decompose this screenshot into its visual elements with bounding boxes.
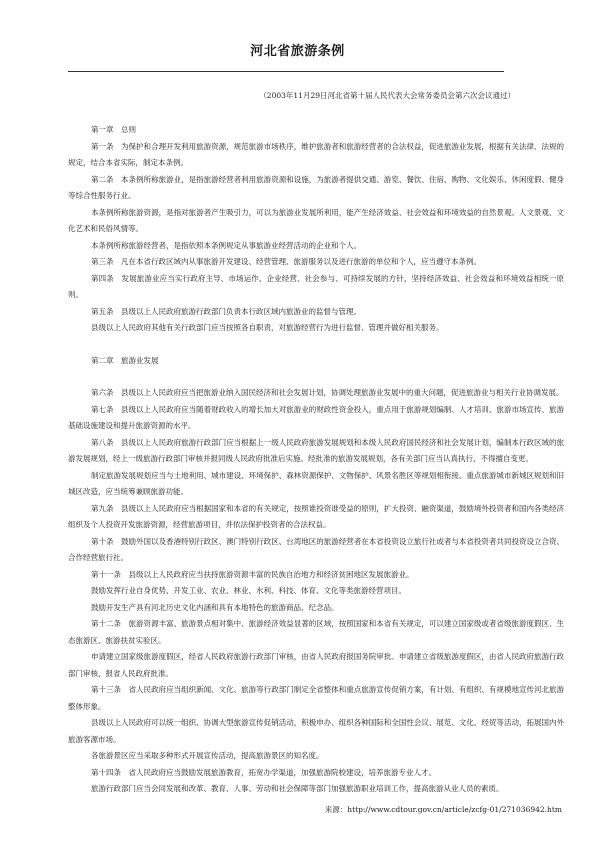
source-citation: 来源：http://www.cdtour.gov.cn/article/zcfg-01/271036942.htm [324, 805, 562, 814]
paragraph: 鼓励开发生产具有河北历史文化内涵和具有本地特色的旅游商品、纪念品。 [91, 602, 339, 612]
paragraph: 第七条 县级以上人民政府应当随着财政收入的增长加大对旅游业的财政性资金投入，重点用于旅游规划编制、人才培训、旅游市场宣传、旅游基础设施建设和提升旅游资源的水平。 [68, 404, 564, 430]
paragraph: 第九条 县级以上人民政府应当根据国家和本省的有关规定，按照谁投资谁受益的原则，扩大投资、融资渠道，鼓励境外投资者和国内各类经济组织及个人投资开发旅游资源，经营旅游项目，并依法保护投资者的合法权益。 [68, 503, 564, 529]
paragraph: 各旅游景区应当采取多种形式开展宣传活动，提高旅游景区的知名度。 [91, 751, 324, 760]
paragraph: 第五条 县级以上人民政府旅游行政部门负责本行政区域内旅游业的监督与管理。 [91, 306, 361, 316]
paragraph: 第一条 为保护和合理开发利用旅游资源，规范旅游市场秩序，维护旅游者和旅游经营者的合法权益，促进旅游业发展，根据有关法律、法规的规定，结合本省实际，制定本条例。 [68, 141, 564, 167]
paragraph: 第四条 发展旅游业应当实行政府主导、市场运作、企业经营、社会参与、可持续发展的方针，坚持经济效益、社会效益和环境效益相统一原则。 [68, 273, 564, 299]
paragraph: 第十三条 省人民政府应当组织新闻、文化、旅游等行政部门制定全省整体和重点旅游宣传促销方案，有计划、有组织、有规模地宣传河北旅游整体形象。 [68, 685, 564, 711]
paragraph: 第十一条 县级以上人民政府应当扶持旅游资源丰富的民族自治地方和经济贫困地区发展旅游业。 [91, 569, 414, 579]
paragraph: 第六条 县级以上人民政府应当把旅游业纳入国民经济和社会发展计划，协调处理旅游业发展中的重大问题，促进旅游业与相关行业协调发展。 [91, 388, 564, 397]
document-subtitle: （2003年11月29日河北省第十届人民代表大会常务委员会第六次会议通过） [259, 91, 515, 100]
section-gap [68, 369, 564, 385]
paragraph: 第三条 凡在本省行政区域内从事旅游开发建设、经营管理、旅游服务以及进行旅游的单位和个人，应当遵守本条例。 [91, 257, 481, 266]
paragraph: 制定旅游发展规划应当与土地利用、城市建设、环境保护、森林资源保护、文物保护、风景名胜区等规划相衔接。重点旅游城市新城区规划和旧城区改造，应当统筹兼顾旅游功能。 [68, 470, 564, 496]
paragraph: 本条例所称旅游经营者，是指依照本条例规定从事旅游业经营活动的企业和个人。 [91, 240, 361, 250]
paragraph: 第二条 本条例所称旅游业，是指旅游经营者利用旅游资源和设施，为旅游者提供交通、游览、餐饮、住宿、购物、文化娱乐、休闲度假、健身等综合性服务行业。 [68, 174, 564, 200]
paragraph: 县级以上人民政府可以统一组织、协调大型旅游宣传促销活动，积极申办、组织各种国际和全国性会议、展览、文化、经贸等活动，拓展国内外旅游客源市场。 [68, 718, 564, 744]
chapter-heading: 第二章 旅游业发展 [91, 355, 159, 365]
paragraph: 旅游行政部门应当会同发展和改革、教育、人事、劳动和社会保障等部门加强旅游职业培训工作，提高旅游从业人员的素质。 [91, 784, 504, 793]
paragraph: 第八条 县级以上人民政府旅游行政部门应当根据上一级人民政府旅游发展规划和本级人民政府国民经济和社会发展计划，编制本行政区域的旅游发展规划，经上一级旅游行政部门审核并报同级人民政府批准后实施。经批准的旅游发展规划，各有关部门应当认真执行，不得擅自变更。 [68, 437, 564, 463]
title-divider [68, 71, 504, 72]
paragraph: 鼓励发挥行业自身优势，开发工业、农业、林业、水利、科技、体育、文化等类旅游经营项目。 [91, 586, 406, 595]
paragraph: 第十四条 省人民政府应当鼓励发展旅游教育，拓宽办学渠道，加强旅游院校建设，培养旅游专业人才。 [91, 767, 436, 777]
document-body [68, 122, 564, 798]
document-title: 河北省旅游条例 [250, 44, 345, 59]
paragraph: 第十条 鼓励外国以及香港特别行政区、澳门特别行政区、台湾地区的旅游经营者在本省投资设立旅行社或者与本省投资者共同投资设立合资、合作经营旅行社。 [68, 536, 564, 562]
paragraph: 县级以上人民政府其他有关行政部门应当按照各自职责，对旅游经营行为进行监督、管理并做好相关服务。 [91, 323, 444, 332]
paragraph: 本条例所称旅游资源，是指对旅游者产生吸引力，可以为旅游业发展所利用，能产生经济效益、社会效益和环境效益的自然景观、人文景观、文化艺术和民俗风情等。 [68, 207, 564, 233]
section-gap [68, 337, 564, 353]
paragraph: 申请建立国家级旅游度假区，经省人民政府旅游行政部门审核，由省人民政府报国务院审批。申请建立省级旅游度假区，由省人民政府旅游行政部门审核，报省人民政府批准。 [68, 652, 564, 678]
chapter-heading: 第一章 总则 [91, 125, 136, 134]
paragraph: 第十二条 旅游资源丰富、旅游景点相对集中、旅游经济效益显著的区域，按照国家和本省有关规定，可以建立国家级或者省级旅游度假区、生态旅游区、旅游扶贫实验区。 [68, 619, 564, 645]
